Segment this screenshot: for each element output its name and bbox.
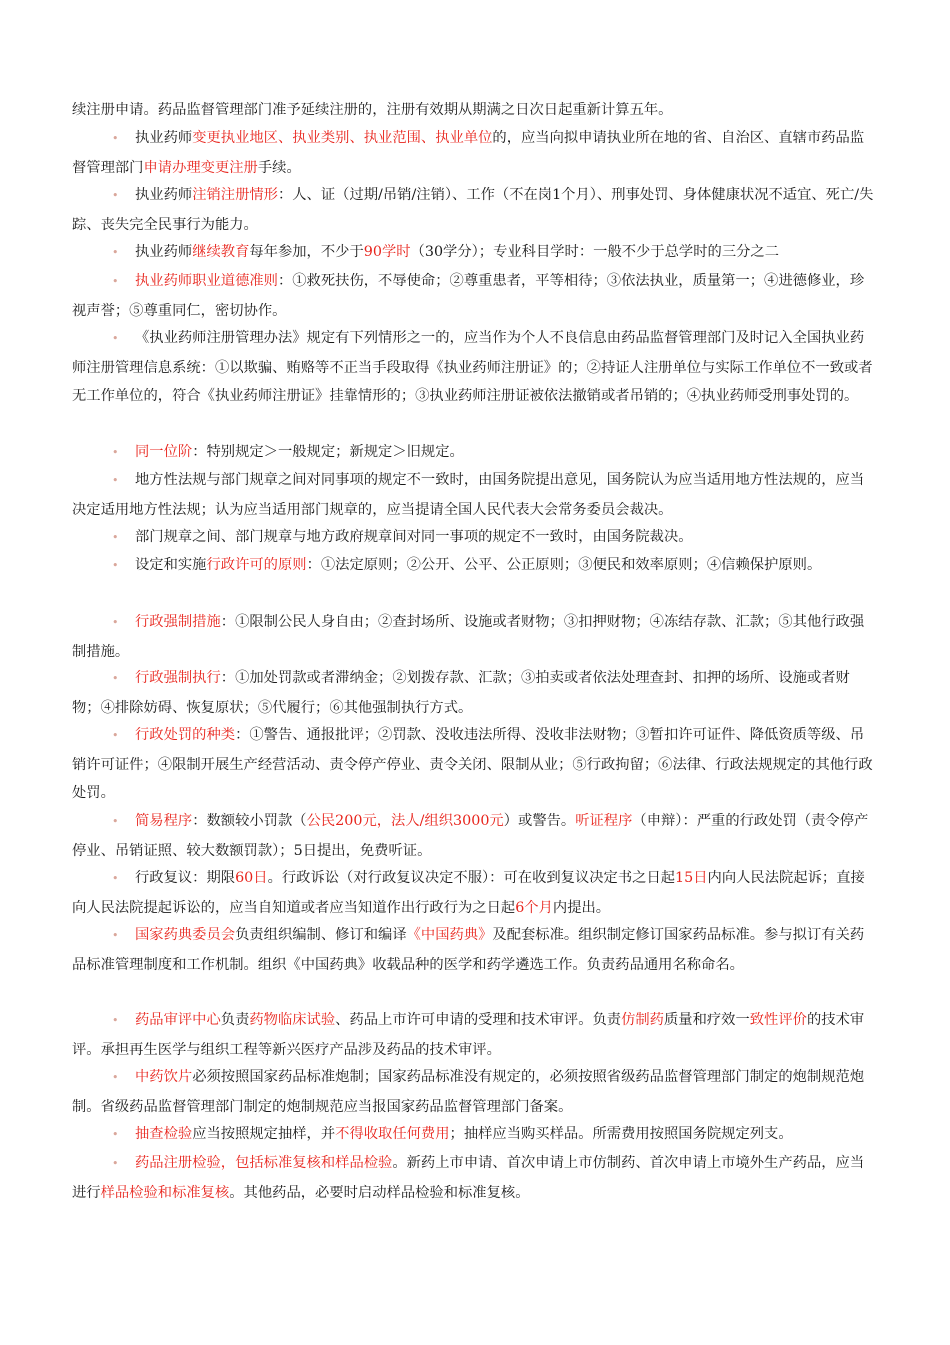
text-run: ：①警告、通报批评；②罚款、没收违法所得、没收非法财物；③暂扣许可证件、降低资质等级、吊销许可证件；④限制开展生产经营活动、责令停产停业、责令关闭、限制从业；⑤行政拘留；⑥法律、行政法规规定的其他行政处罚。 <box>72 727 873 802</box>
text-run: 每年参加，不少于 <box>249 244 364 260</box>
highlighted-text: 药品注册检验，包括标准复核和样品检验 <box>135 1155 393 1171</box>
highlighted-text: 15日 <box>675 870 708 886</box>
text-run: ：特别规定＞一般规定；新规定＞旧规定。 <box>192 444 464 460</box>
paragraph <box>72 181 878 239</box>
highlighted-text: 继续教育 <box>192 244 250 260</box>
highlighted-text: 简易程序 <box>135 813 193 829</box>
highlighted-text: 《中国药典》 <box>406 927 493 943</box>
highlighted-text: 行政处罚的种类 <box>135 727 236 743</box>
highlighted-text: 6个月 <box>515 899 553 916</box>
text-run: 设定和实施 <box>135 557 207 573</box>
highlighted-text: 变更执业地区、执业类别、执业范围、执业单位 <box>192 130 493 146</box>
paragraph <box>72 721 878 808</box>
highlighted-text: 申请办理变更注册 <box>143 159 258 176</box>
bullet-icon: • <box>112 616 119 629</box>
text-run: 续注册申请。药品监督管理部门准予延续注册的，注册有效期从期满之日次日起重新计算五年。 <box>72 102 673 118</box>
text-run: 。其他药品，必要时启动样品检验和标准复核。 <box>229 1184 530 1201</box>
bullet-icon: • <box>112 729 119 742</box>
text-run: 的技术审评。承担再生医学与组织工程等新兴医疗产品涉及药品的技术审评。 <box>72 1012 865 1058</box>
text-run: 的，应当向拟申请执业所在地的省、自治区、直辖市药品监督管理部门 <box>72 130 865 176</box>
bullet-icon: • <box>112 246 119 259</box>
highlighted-text: 样品检验和标准复核 <box>100 1184 230 1201</box>
text-run: 地方性法规与部门规章之间对同事项的规定不一致时，由国务院提出意见，国务院认为应当适用地方性法规的，应当决定适用地方性法规；认为应当适用部门规章的，应当提请全国人民代表大会常务委员会裁决。 <box>72 472 865 518</box>
highlighted-text: 同一位阶 <box>135 444 193 460</box>
text-run: 内向人民法院起诉；直接向人民法院提起诉讼的，应当自知道或者应当知道作出行政行为之日起 <box>72 870 865 916</box>
paragraph <box>72 124 878 182</box>
text-run: 《执业药师注册管理办法》规定有下列情形之一的，应当作为个人不良信息由药品监督管理部门及时记入全国执业药师注册管理信息系统：①以欺骗、贿赂等不正当手段取得《执业药师注册证》的；②持证人注册单位与实际工作单位不一致或者无工作单位的，符合《执业药师注册证》挂靠情形的；③执业药师注册证被依法撤销或者吊销的；④执业药师受刑事处罚的。 <box>72 330 873 405</box>
bullet-icon: • <box>112 1014 119 1027</box>
highlighted-text: 致性评价 <box>749 1012 807 1028</box>
bullet-icon: • <box>112 1128 119 1141</box>
highlighted-text: 行政许可的原则 <box>206 557 307 573</box>
text-run: 及配套标准。组织制定修订国家药品标准。参与拟订有关药品标准管理制度和工作机制。组织《中国药典》收载品种的医学和药学遴选工作。负责药品通用名称命名。 <box>72 927 865 973</box>
text-run: 应当按照规定抽样，并 <box>192 1126 336 1142</box>
text-run: 执业药师 <box>135 130 193 146</box>
text-run: 必须按照国家药品标准炮制；国家药品标准没有规定的，必须按照省级药品监督管理部门制定的炮制规范炮制。省级药品监督管理部门制定的炮制规范应当报国家药品监督管理部门备案。 <box>72 1069 865 1115</box>
text-run: ：①法定原则；②公开、公平、公正原则；③便民和效率原则；④信赖保护原则。 <box>306 557 822 573</box>
text-run: ：①加处罚款或者滞纳金；②划拨存款、汇款；③拍卖或者依法处理查封、扣押的场所、设施或者财物；④排除妨碍、恢复原状；⑤代履行；⑥其他强制执行方式。 <box>72 670 850 716</box>
paragraph <box>72 1006 878 1064</box>
text-run: 手续。 <box>257 159 301 176</box>
bullet-icon: • <box>112 1157 119 1170</box>
bullet-icon: • <box>112 474 119 487</box>
text-run: 执业药师 <box>135 187 193 203</box>
paragraph <box>72 96 878 125</box>
highlighted-text: 行政强制执行 <box>135 670 221 686</box>
paragraph <box>72 807 878 865</box>
highlighted-text: 抽查检验 <box>135 1126 193 1142</box>
highlighted-text: 90学时 <box>363 244 411 260</box>
bullet-icon: • <box>112 446 119 459</box>
paragraph <box>72 1120 878 1150</box>
text-run: 。新药上市申请、首次申请上市仿制药、首次申请上市境外生产药品，应当进行 <box>72 1155 865 1201</box>
bullet-icon: • <box>112 815 119 828</box>
highlighted-text: 公民200元，法人/组织3000元 <box>306 813 504 829</box>
paragraph <box>72 466 878 524</box>
bullet-icon: • <box>112 1071 119 1084</box>
paragraph <box>72 324 878 411</box>
paragraph <box>72 921 878 979</box>
paragraph <box>72 664 878 722</box>
text-run: 质量和疗效一 <box>663 1012 750 1028</box>
text-run: 负责 <box>220 1012 250 1028</box>
text-run: 执业药师 <box>135 244 193 260</box>
text-run: 内提出。 <box>552 899 611 916</box>
paragraph <box>72 551 878 581</box>
bullet-icon: • <box>112 872 119 885</box>
text-run: ：①救死扶伤，不辱使命；②尊重患者，平等相待；③依法执业，质量第一；④进德修业，珍视声誉；⑤尊重同仁，密切协作。 <box>72 273 865 319</box>
text-run: （申辩）：严重的行政处罚（责令停产停业、吊销证照、较大数额罚款）；5日提出，免费听证。 <box>72 813 869 859</box>
text-run: ：数额较小罚款（ <box>192 813 307 829</box>
bullet-icon: • <box>112 929 119 942</box>
highlighted-text: 仿制药 <box>621 1012 664 1028</box>
text-run: ：①限制公民人身自由；②查封场所、设施或者财物；③扣押财物；④冻结存款、汇款；⑤其他行政强制措施。 <box>72 614 865 660</box>
text-run: 负责组织编制、修订和编译 <box>235 927 407 943</box>
highlighted-text: 注销注册情形 <box>192 187 278 203</box>
paragraph <box>72 238 878 268</box>
paragraph <box>72 267 878 325</box>
highlighted-text: 国家药典委员会 <box>135 927 236 943</box>
text-run: 。行政诉讼（对行政复议决定不服）：可在收到复议决定书之日起 <box>267 870 676 886</box>
text-run: ：人、证（过期/吊销/注销）、工作（不在岗1个月）、刑事处罚、身体健康状况不适宜、死亡/失踪、丧失完全民事行为能力。 <box>72 187 874 233</box>
bullet-icon: • <box>112 559 119 572</box>
bullet-icon: • <box>112 189 119 202</box>
paragraph <box>72 523 878 553</box>
highlighted-text: 中药饮片 <box>135 1069 193 1085</box>
paragraph <box>72 1149 878 1207</box>
text-run: ；抽样应当购买样品。所需费用按照国务院规定列支。 <box>449 1126 793 1142</box>
bullet-icon: • <box>112 132 119 145</box>
paragraph <box>72 1063 878 1121</box>
bullet-icon: • <box>112 275 119 288</box>
paragraph <box>72 608 878 666</box>
highlighted-text: 60日 <box>235 870 268 886</box>
highlighted-text: 药物临床试验 <box>249 1012 336 1028</box>
paragraph <box>72 864 878 922</box>
text-run: 、药品上市许可申请的受理和技术审评。负责 <box>335 1012 622 1028</box>
text-run: 部门规章之间、部门规章与地方政府规章间对同一事项的规定不一致时，由国务院裁决。 <box>135 529 693 545</box>
text-run: ）或警告。 <box>503 813 576 829</box>
bullet-icon: • <box>112 332 119 345</box>
highlighted-text: 药品审评中心 <box>135 1012 221 1028</box>
highlighted-text: 不得收取任何费用 <box>335 1126 450 1142</box>
bullet-icon: • <box>112 531 119 544</box>
bullet-icon: • <box>112 672 119 685</box>
highlighted-text: 执业药师职业道德准则 <box>135 273 278 289</box>
highlighted-text: 听证程序 <box>575 813 633 829</box>
highlighted-text: 行政强制措施 <box>135 614 221 630</box>
text-run: 行政复议：期限 <box>135 870 236 886</box>
paragraph <box>72 438 878 468</box>
text-run: （30学分）；专业科目学时：一般不少于总学时的三分之二 <box>410 244 780 260</box>
